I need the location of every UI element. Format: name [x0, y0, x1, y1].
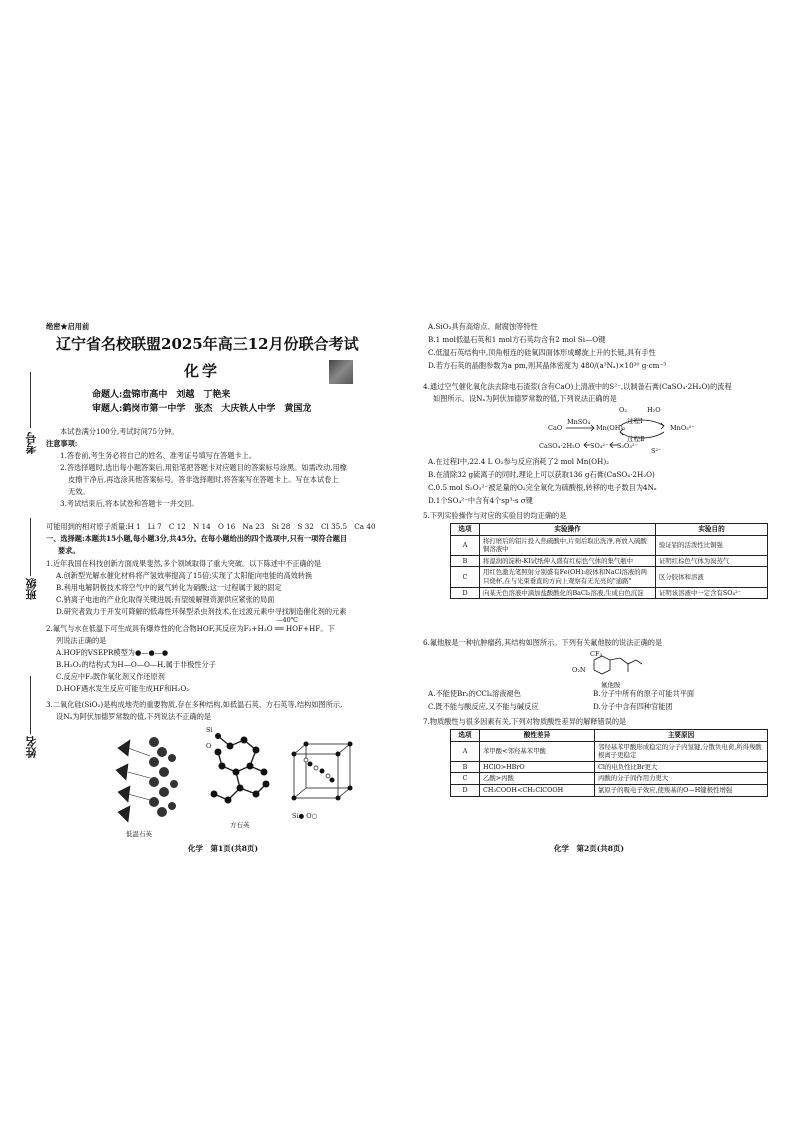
- note-3: 3.考试结束后,将本试卷和答题卡一并交回。: [60, 499, 199, 508]
- q4-cao-label: CaO: [548, 424, 563, 432]
- low-quartz-caption: 低温石英: [126, 830, 152, 838]
- q7-row-a-reason: 邻羟基苯甲酸形成稳定的分子内氢键,分散负电荷,所得羧酸根离子更稳定: [595, 741, 768, 761]
- author-names: 盘锦市高中 刘越 丁艳来: [122, 390, 231, 400]
- q5-row-a-purpose: 验证铝的活泼性比铜强: [656, 535, 768, 555]
- q2-option-c: C.反应中F₂既作氧化剂又作还原剂: [56, 672, 165, 681]
- q7-stem: 7.物质酸性与很多因素有关,下列对物质酸性差异的解释错误的是: [423, 717, 627, 726]
- table-row: [451, 773, 768, 785]
- q3-option-c: C.低温石英结构中,顶角相连的硅氧四面体形成螺旋上升的长链,具有手性: [428, 348, 656, 357]
- q3-stem-cont: 设Nₐ为阿伏加德罗常数的值,下列说法不正确的是: [56, 712, 212, 721]
- flutamide-structure: [586, 650, 646, 678]
- low-quartz-diagram: [110, 728, 190, 828]
- cristobalite-caption: 方石英: [230, 821, 250, 829]
- q7-row-d-option: D: [451, 784, 480, 796]
- sidebar-name-label: 姓名: [25, 736, 38, 758]
- table-row: [451, 535, 768, 555]
- o-label: O: [206, 742, 212, 750]
- q2-option-a: A.HOF的VSEPR模型为●—●—●: [56, 648, 169, 657]
- exam-title: 辽宁省名校联盟2025年高三12月份联合考试: [56, 335, 359, 353]
- q7-row-b-option: B: [451, 761, 480, 773]
- footer-left-page: 化学 第1页(共8页): [188, 844, 259, 853]
- q5-row-c-purpose: 区分胶体和溶液: [656, 567, 768, 587]
- q1-option-a: A.创新型光解水催化材料将产氢效率提高了15倍;实现了太阳能向电能的高效转换: [56, 571, 313, 580]
- subject-title: 化学: [184, 362, 221, 380]
- q4-process-arrows: [560, 412, 680, 452]
- q3-stem: 3.二氧化硅(SiO₂)是构成地壳的重要物质,存在多种结构,如低温石英、方石英等,结构如图所示,: [46, 700, 343, 709]
- q7-header-option: 选项: [451, 730, 480, 742]
- atomic-masses: 可能用到的相对原子质量:H 1 Li 7 C 12 N 14 O 16 Na 23 Si 28 S 32 Cl 35.5 Ca 40: [46, 522, 376, 531]
- qr-code-image: [329, 360, 353, 384]
- q7-row-c-reason: 丙酸的分子间作用力更大: [595, 773, 768, 785]
- flutamide-caption: 氟他胺: [601, 681, 621, 689]
- q4-step2-label: 过程Ⅱ: [627, 435, 645, 443]
- q5-row-b-operation: 将湿润的淀粉-KI试纸伸入盛有红棕色气体的集气瓶中: [480, 555, 656, 567]
- cristobalite-cell-diagram: [288, 740, 358, 810]
- si-o-legend: Si● O○: [292, 812, 318, 820]
- score-note: 本试卷满分100分,考试时间75分钟。: [60, 427, 179, 436]
- note-2: 2.答选择题时,选出每小题答案后,用铅笔把答题卡对应题目的答案标号涂黑。如需改动,用橡: [60, 463, 347, 472]
- secret-header: 绝密★启用前: [46, 322, 90, 331]
- q7-row-a-difference: 苯甲酸<邻羟基苯甲酸: [480, 741, 595, 761]
- q4-mno3-label: MnO₃²⁻: [670, 424, 695, 432]
- q7-row-a-option: A: [451, 741, 480, 761]
- q2-reaction-condition: —40℃: [276, 616, 299, 624]
- q1-stem: 1.近年我国在科技创新方面成果斐然,多个领域取得了重大突破。以下陈述中不正确的是: [46, 559, 322, 568]
- q2-stem-cont: 列说法正确的是: [56, 636, 107, 645]
- q1-option-d: D.研究者致力于开发可降解的低毒性环保型杀虫剂技术,在过渡元素中寻找制造催化剂的元素: [56, 607, 347, 616]
- q4-option-a: A.在过程Ⅰ中,22.4 L O₂参与反应消耗了2 mol Mn(OH)₂: [428, 457, 610, 466]
- q5-row-b-option: B: [451, 555, 480, 567]
- q7-row-b-reason: Cl的电负性比Br更大: [595, 761, 768, 773]
- q3-option-a: A.SiO₂具有高熔点、耐腐蚀等特性: [428, 322, 538, 331]
- q4-step1-label: 过程Ⅰ: [627, 417, 643, 425]
- q7-row-d-reason: 氯原子的吸电子效应,使羧基的O—H键极性增强: [595, 784, 768, 796]
- q7-row-d-difference: CH₃COOH<CH₂ClCOOH: [480, 784, 595, 796]
- sidebar-class-label: 班级: [25, 578, 38, 600]
- q6-no2-label: O₂N: [572, 666, 586, 674]
- q4-mnso4-label: MnSO₄: [567, 418, 591, 426]
- q4-stem-cont: 如图所示。设Nₐ为阿伏加德罗常数的值,下列说法正确的是: [433, 394, 617, 403]
- q7-table-header: [451, 730, 768, 742]
- q7-header-reason: 主要原因: [595, 730, 768, 742]
- q7-row-b-difference: HClO>HBrO: [480, 761, 595, 773]
- q5-header-operation: 实验操作: [480, 524, 656, 536]
- sidebar-exam-no-line: [30, 372, 31, 428]
- q5-row-d-option: D: [451, 587, 480, 599]
- q4-o2-label: O₂: [619, 406, 627, 414]
- q4-option-b: B.在清除32 g硫离子的同时,理论上可以获取136 g石膏(CaSO₄·2H₂O): [428, 470, 655, 479]
- q7-row-c-difference: 乙酸>丙酸: [480, 773, 595, 785]
- sidebar-exam-no-label: 考号: [25, 432, 38, 454]
- q6-option-b: B.分子中所有的原子可能共平面: [593, 689, 695, 698]
- table-row: [451, 784, 768, 796]
- section-1-heading-cont: 要求。: [58, 546, 80, 555]
- q5-header-option: 选项: [451, 524, 480, 536]
- table-row: [451, 587, 768, 599]
- cristobalite-network-diagram: [200, 728, 280, 818]
- q7-row-c-option: C: [451, 773, 480, 785]
- q6-option-a: A.不能使Br₂的CCl₄溶液褪色: [428, 689, 521, 698]
- q3-option-b: B.1 mol低温石英和1 mol方石英均含有2 mol Si—O键: [428, 335, 606, 344]
- q7-table: [450, 729, 768, 797]
- reviewer-role: 审题人:: [92, 404, 123, 414]
- q5-row-a-operation: 将打磨后的铝片投入焦硫酸中,片刻后取出洗净,再放入硫酸铜溶液中: [480, 535, 656, 555]
- q2-option-d: D.HOF遇水发生反应可能生成HF和H₂O₂: [56, 684, 190, 693]
- note-2-cont: 皮擦干净后,再选涂其他答案标号。答非选择题时,将答案写在答题卡上。写在本试卷上: [68, 475, 339, 484]
- q5-row-d-purpose: 证明该溶液中一定含有SO₄²⁻: [656, 587, 768, 599]
- q2-option-b: B.H₂O₂的结构式为H—O—O—H,属于非极性分子: [56, 660, 216, 669]
- q4-s2-label: S²⁻: [651, 447, 662, 455]
- q4-gypsum-label: CaSO₄·2H₂O: [539, 442, 581, 450]
- q4-h2o-label: H₂O: [647, 406, 661, 414]
- sidebar-class-line: [30, 518, 31, 576]
- q1-option-c: C.钠离子电池的产业化取得关键进展;有望缓解锂资源供应紧张的局面: [56, 595, 275, 604]
- q6-option-d: D.分子中含有四种官能团: [593, 702, 673, 711]
- q4-option-c: C.0.5 mol S₂O₃²⁻被足量的O₂完全氧化为硫酸根,转移的电子数目为4Nₐ: [428, 483, 657, 492]
- q5-stem: 5.下列实验操作与对应的实验目的均正确的是: [423, 511, 567, 520]
- q5-row-a-option: A: [451, 535, 480, 555]
- sidebar-name-line: [30, 676, 31, 734]
- q5-row-c-operation: 用红色激光笔照射分别盛有Fe(OH)₃胶体和NaCl溶液的两只烧杯,在与光束垂直的方向上观察有无光亮的"通路": [480, 567, 656, 587]
- notes-title: 注意事项:: [46, 439, 78, 448]
- q5-table-header: [451, 524, 768, 536]
- table-row: [451, 741, 768, 761]
- q6-option-c: C.既不能与酸反应,又不能与碱反应: [428, 702, 539, 711]
- table-row: [451, 567, 768, 587]
- q4-stem: 4.通过空气催化氧化法去除电石渣浆(含有CaO)上清液中的S²⁻,以制备石膏(CaSO₄·2H₂O)的流程: [423, 382, 732, 391]
- q5-header-purpose: 实验目的: [656, 524, 768, 536]
- note-2-end: 无效。: [68, 487, 90, 496]
- q5-table: [450, 523, 768, 599]
- author-line-2: [92, 403, 311, 416]
- q1-option-b: B.利用电解阴极技术将空气中的氮气转化为硝酸;这一过程属于氮的固定: [56, 583, 282, 592]
- table-row: [451, 761, 768, 773]
- author-role: 命题人:: [92, 390, 123, 400]
- q7-header-difference: 酸性差异: [480, 730, 595, 742]
- q5-row-c-option: C: [451, 567, 480, 587]
- q4-so4-label: SO₄²⁻: [590, 442, 609, 450]
- q4-option-d: D.1个SO₄²⁻中含有4个sp³-s σ键: [428, 496, 533, 505]
- q4-s2o3-label: S₂O₃²⁻: [617, 442, 639, 450]
- q6-stem: 6.氟他胺是一种抗肿瘤药,其结构如图所示。下列有关氟他胺的说法正确的是: [423, 638, 663, 647]
- reviewer-names: 鹤岗市第一中学 张杰 大庆铁人中学 黄国龙: [122, 404, 312, 414]
- q6-cf3-label: CF₃: [590, 650, 603, 658]
- q3-option-d: D.若方石英的晶胞参数为a pm,则其晶体密度为 480/(a³Nₐ)×10³⁰ g·cm⁻³: [428, 361, 667, 370]
- si-label: Si: [206, 726, 213, 734]
- q5-row-d-operation: 向某无色溶液中滴加盐酸酸化的BaCl₂溶液,生成白色沉淀: [480, 587, 656, 599]
- table-row: [451, 555, 768, 567]
- q5-row-b-purpose: 证明红棕色气体为溴蒸气: [656, 555, 768, 567]
- section-1-heading: 一、选择题:本题共15小题,每小题3分,共45分。在每小题给出的四个选项中,只有一项符合题目: [46, 534, 348, 543]
- author-line-1: [92, 389, 230, 402]
- q4-mnoh2-label: Mn(OH)₂: [596, 424, 626, 432]
- note-1: 1.答卷前,考生务必将自己的姓名、准考证号填写在答题卡上。: [60, 451, 257, 460]
- q2-stem: 2.氟气与水在低温下可生成具有爆炸性的化合物HOF,其反应为F₂+H₂O ══ HOF+HF。下: [46, 624, 335, 633]
- footer-right-page: 化学 第2页(共8页): [554, 844, 625, 853]
